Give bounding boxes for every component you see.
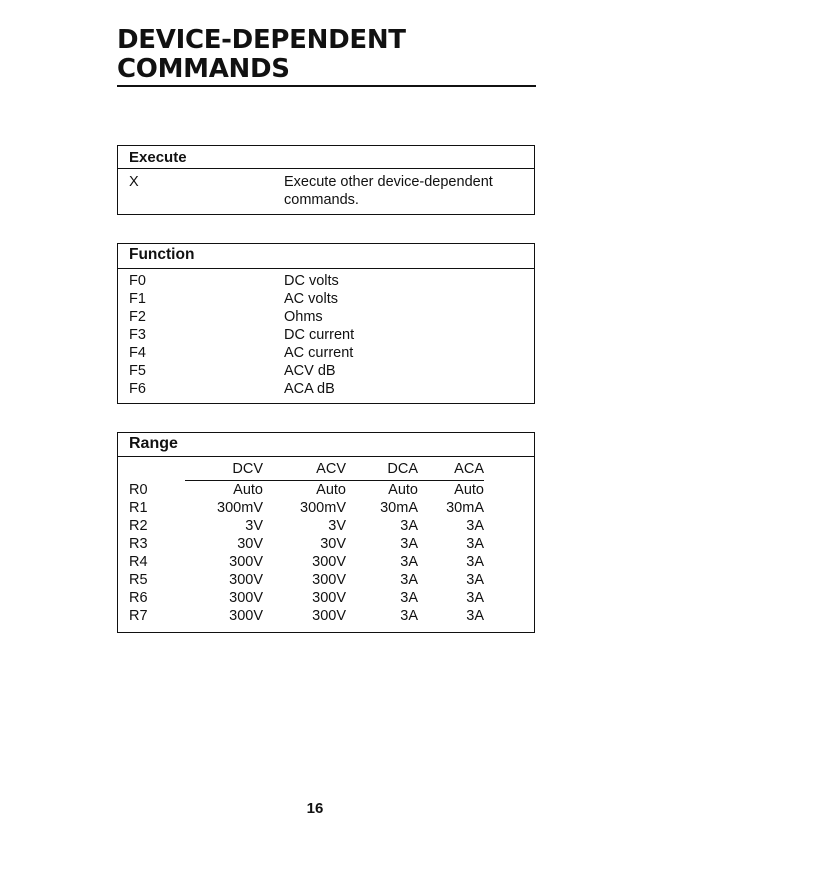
table-row: [129, 481, 484, 499]
table-row: [129, 553, 484, 571]
range-value-dcv: 300V: [229, 608, 263, 624]
command-code: F5: [129, 363, 146, 379]
range-value-aca: 3A: [466, 536, 484, 552]
range-value-aca: 3A: [466, 608, 484, 624]
command-code: F4: [129, 345, 146, 361]
range-value-dcv: 300mV: [217, 500, 263, 516]
command-code: F6: [129, 381, 146, 397]
command-description: ACA dB: [284, 381, 335, 397]
range-value-acv: 300V: [312, 554, 346, 570]
table-row: [118, 173, 534, 209]
range-header-blank: [129, 457, 185, 481]
table-row: [118, 344, 534, 362]
function-table: [117, 243, 535, 404]
range-value-aca: 3A: [466, 518, 484, 534]
command-description: Execute other device-dependent commands.: [284, 174, 493, 208]
command-description: DC volts: [284, 273, 339, 289]
range-value-dcv: 30V: [237, 536, 263, 552]
range-value-dcv: 3V: [245, 518, 263, 534]
range-code: R0: [129, 482, 148, 498]
range-value-aca: Auto: [454, 482, 484, 498]
table-row: [118, 308, 534, 326]
range-value-acv: Auto: [316, 482, 346, 498]
range-header-row: [129, 457, 484, 481]
range-value-aca: 30mA: [446, 500, 484, 516]
command-code: X: [129, 174, 139, 190]
range-value-dca: 3A: [400, 590, 418, 606]
range-value-dcv: Auto: [233, 482, 263, 498]
page-title-line2: COMMANDS: [117, 54, 290, 84]
page-title-line1: DEVICE-DEPENDENT: [117, 25, 406, 55]
range-value-dca: Auto: [388, 482, 418, 498]
range-value-aca: 3A: [466, 554, 484, 570]
range-code: R7: [129, 608, 148, 624]
table-row: [118, 272, 534, 290]
execute-table: [117, 145, 535, 215]
range-value-dca: 3A: [400, 572, 418, 588]
command-code: F0: [129, 273, 146, 289]
table-row: [118, 362, 534, 380]
range-value-acv: 30V: [320, 536, 346, 552]
table-row: [129, 571, 484, 589]
table-row: [129, 589, 484, 607]
range-value-dca: 3A: [400, 608, 418, 624]
range-value-aca: 3A: [466, 590, 484, 606]
column-header-dcv: DCV: [232, 461, 263, 477]
range-code: R6: [129, 590, 148, 606]
command-code: F3: [129, 327, 146, 343]
column-header-aca: ACA: [454, 461, 484, 477]
command-description: Ohms: [284, 309, 323, 325]
range-code: R5: [129, 572, 148, 588]
range-value-acv: 300mV: [300, 500, 346, 516]
range-table-title: Range: [118, 433, 534, 457]
command-description: ACV dB: [284, 363, 336, 379]
table-row: [118, 326, 534, 344]
range-value-dca: 3A: [400, 554, 418, 570]
function-table-title: Function: [118, 244, 534, 269]
column-header-acv: ACV: [316, 461, 346, 477]
table-row: [118, 380, 534, 398]
range-grid: [129, 457, 484, 625]
range-code: R2: [129, 518, 148, 534]
table-row: [129, 535, 484, 553]
range-value-dca: 30mA: [380, 500, 418, 516]
range-code: R1: [129, 500, 148, 516]
range-value-aca: 3A: [466, 572, 484, 588]
range-value-dcv: 300V: [229, 590, 263, 606]
command-description: AC volts: [284, 291, 338, 307]
column-header-dca: DCA: [387, 461, 418, 477]
page-number: 16: [306, 800, 324, 817]
command-description: AC current: [284, 345, 354, 361]
range-table: [117, 432, 535, 633]
table-row: [129, 499, 484, 517]
table-row: [118, 290, 534, 308]
command-description: DC current: [284, 327, 355, 343]
table-row: [129, 607, 484, 625]
range-value-acv: 300V: [312, 590, 346, 606]
execute-table-title: Execute: [118, 146, 534, 169]
table-row: [129, 517, 484, 535]
range-value-dcv: 300V: [229, 554, 263, 570]
range-value-acv: 3V: [328, 518, 346, 534]
function-table-body: [118, 269, 534, 398]
range-value-dca: 3A: [400, 536, 418, 552]
title-rule: [117, 85, 536, 87]
range-code: R3: [129, 536, 148, 552]
range-value-dcv: 300V: [229, 572, 263, 588]
range-value-acv: 300V: [312, 572, 346, 588]
range-value-dca: 3A: [400, 518, 418, 534]
range-code: R4: [129, 554, 148, 570]
execute-table-body: [118, 169, 534, 209]
page-title: [117, 26, 537, 84]
command-code: F1: [129, 291, 146, 307]
page-title-line2-wrap: [117, 55, 537, 84]
range-value-acv: 300V: [312, 608, 346, 624]
command-code: F2: [129, 309, 146, 325]
